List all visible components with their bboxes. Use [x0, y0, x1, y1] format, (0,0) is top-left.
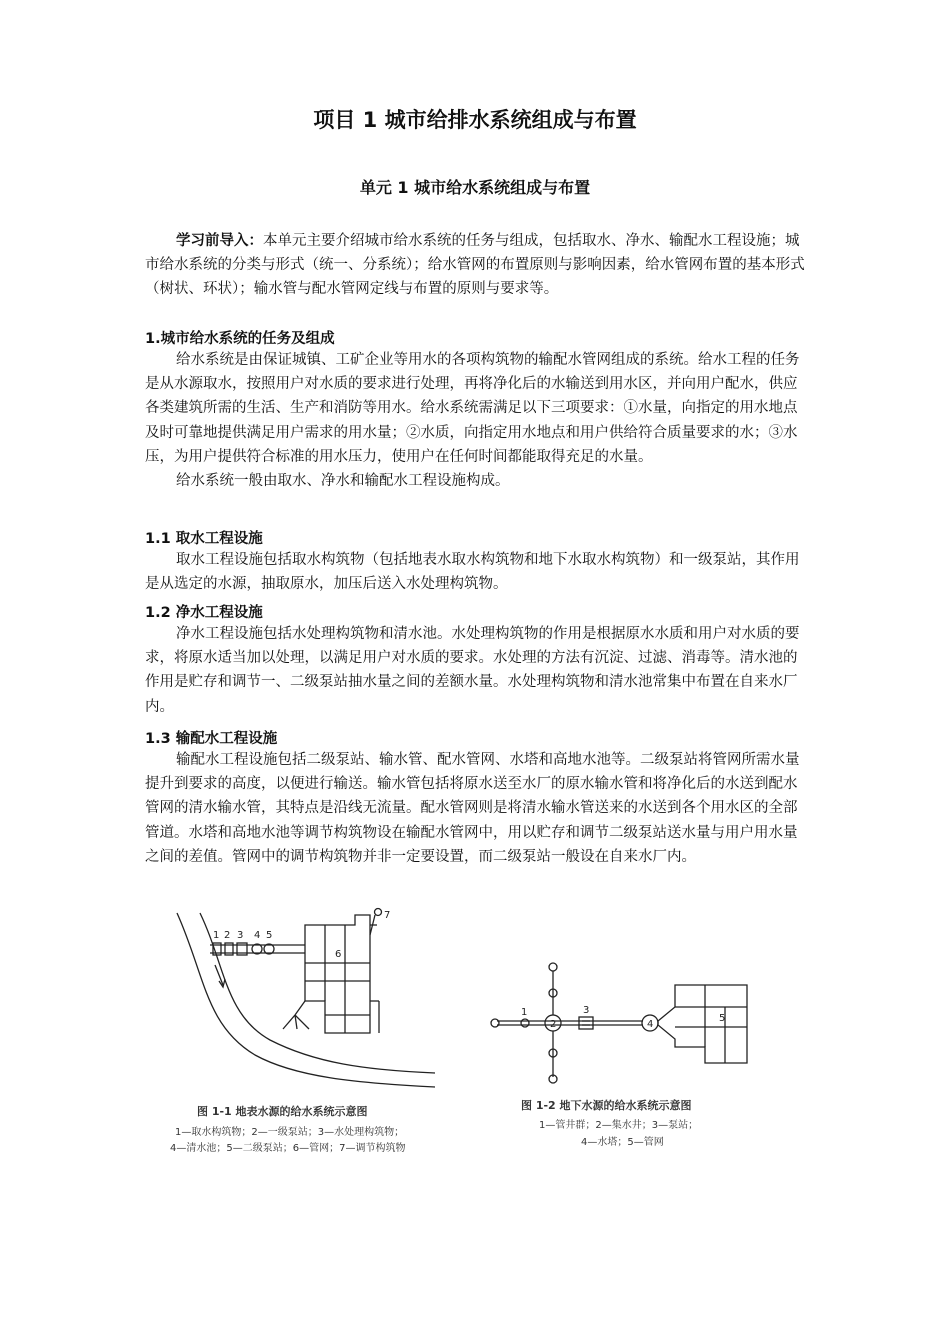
- fig2-label-5: 5: [719, 1013, 726, 1024]
- river-bank-right: [200, 913, 435, 1073]
- well-group: [521, 1019, 529, 1027]
- fig2-label-3: 3: [583, 1005, 590, 1016]
- figure-1-2: [485, 955, 775, 1155]
- figure-1-2-legend-line-1: 1—管井群；2—集水井；3—泵站；: [539, 1120, 699, 1131]
- fig1-label-2: 2: [224, 930, 231, 941]
- section-1-1-body: [145, 548, 810, 596]
- section-1-heading: 1.城市给水系统的任务及组成: [145, 331, 335, 347]
- section-1-2-paragraph: 净水工程设施包括水处理构筑物和清水池。水处理构筑物的作用是根据原水水质和用户对水质的要求，将原水适当加以处理，以满足用户对水质的要求。水处理的方法有沉淀、过滤、消毒等。清水池的作用是贮存和调节一、二级泵站抽水量之间的差额水量。水处理构筑物和清水池常集中布置在自来水厂内。: [145, 626, 800, 715]
- fig1-label-7: 7: [384, 910, 391, 921]
- fig2-label-2: 2: [550, 1019, 557, 1030]
- fig2-label-1: 1: [521, 1007, 528, 1018]
- surface-water-system-diagram: [165, 905, 465, 1095]
- figure-1-1-legend-line-1: 1—取水构筑物；2—一级泵站；3—水处理构筑物；: [175, 1127, 405, 1138]
- pump-station: [579, 1017, 593, 1029]
- intro-paragraph: [145, 229, 810, 302]
- fig2-label-4: 4: [647, 1019, 654, 1030]
- section-1-body: [145, 348, 810, 493]
- section-1-2-body: [145, 622, 810, 719]
- section-1-paragraph-2: 给水系统一般由取水、净水和输配水工程设施构成。: [176, 473, 510, 490]
- section-1-paragraph-1: 给水系统是由保证城镇、工矿企业等用水的各项构筑物的输配水管网组成的系统。给水工程的任务是从水源取水，按照用户对水质的要求进行处理，再将净化后的水输送到用水区，并向用户配水，供应各类建筑所需的生活、生产和消防等用水。给水系统需满足以下三项要求：①水量，向指定的用水地点及时可靠地提供满足用户需求的用水量；②水质，向指定用水地点和用户供给符合质量要求的水；③水压，为用户提供符合标准的用水压力，使用户在任何时间都能取得充足的水量。: [145, 352, 800, 465]
- section-1-3-body: [145, 748, 810, 869]
- section-1-2-heading: 1.2 净水工程设施: [145, 605, 263, 621]
- figure-1-1: [165, 905, 465, 1155]
- section-1-3-heading: 1.3 输配水工程设施: [145, 731, 278, 747]
- unit-subtitle: 单元 1 城市给水系统组成与布置: [359, 178, 591, 197]
- fig1-label-5: 5: [266, 930, 273, 941]
- well-1: [491, 1019, 499, 1027]
- figure-1-2-caption: 图 1-2 地下水源的给水系统示意图: [521, 1099, 692, 1112]
- fig1-label-4: 4: [254, 930, 261, 941]
- regulating-structure: [375, 909, 382, 916]
- figure-1-1-caption: 图 1-1 地表水源的给水系统示意图: [197, 1105, 368, 1118]
- groundwater-system-diagram: [485, 955, 775, 1090]
- intro-body: 本单元主要介绍城市给水系统的任务与组成，包括取水、净水、输配水工程设施；城市给水系统的分类与形式（统一、分系统）；给水管网的布置原则与影响因素，给水管网布置的基本形式（树状、环状）；输水管与配水管网定线与布置的原则与要求等。: [145, 233, 805, 298]
- section-1-1-heading: 1.1 取水工程设施: [145, 531, 263, 547]
- pipe-network: [658, 985, 747, 1063]
- fig1-label-6: 6: [335, 949, 342, 960]
- figure-1-2-legend-line-2: 4—水塔；5—管网: [581, 1137, 664, 1148]
- fig1-label-1: 1: [213, 930, 220, 941]
- page-title: 项目 1 城市给排水系统组成与布置: [313, 108, 637, 132]
- fig1-label-3: 3: [237, 930, 244, 941]
- section-1-3-paragraph: 输配水工程设施包括二级泵站、输水管、配水管网、水塔和高地水池等。二级泵站将管网所需水量提升到要求的高度，以便进行输送。输水管包括将原水送至水厂的原水输水管和将净化后的水送到配水管网的清水输水管，其特点是沿线无流量。配水管网则是将清水输水管送来的水送到各个用水区的全部管道。水塔和高地水池等调节构筑物设在输配水管网中，用以贮存和调节二级泵站送水量与用户用水量之间的差值。管网中的调节构筑物并非一定要设置，而二级泵站一般设在自来水厂内。: [145, 752, 800, 865]
- figure-1-1-legend-line-2: 4—清水池；5—二级泵站；6—管网；7—调节构筑物: [170, 1143, 406, 1154]
- intro-lead: 学习前导入：: [176, 233, 263, 249]
- section-1-1-paragraph: 取水工程设施包括取水构筑物（包括地表水取水构筑物和地下水取水构筑物）和一级泵站，其作用是从选定的水源，抽取原水，加压后送入水处理构筑物。: [145, 552, 800, 593]
